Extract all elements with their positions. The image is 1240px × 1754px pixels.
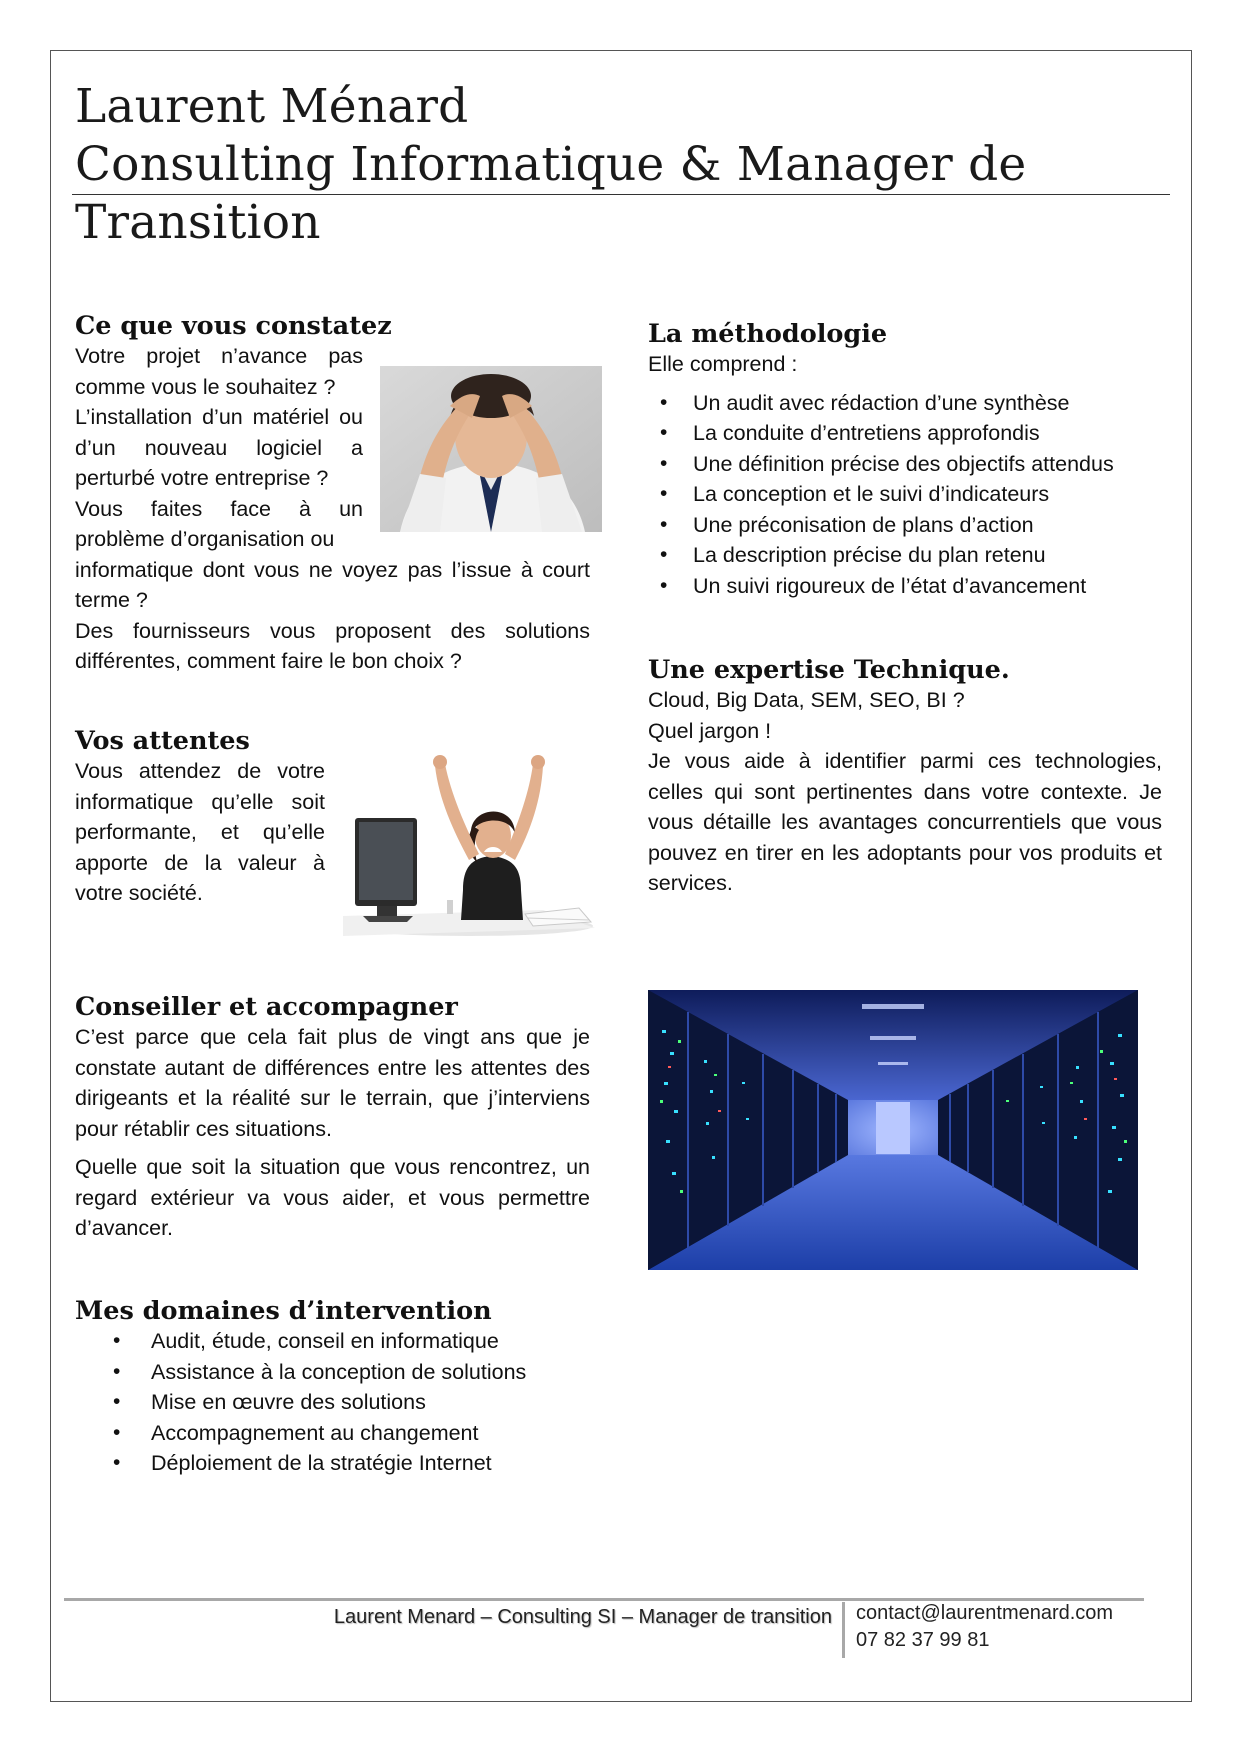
list-item: • Un suivi rigoureux de l’état d’avancement <box>648 571 1168 602</box>
expertise-line-1: Cloud, Big Data, SEM, SEO, BI ? <box>648 688 965 712</box>
heading-conseiller: Conseiller et accompagner <box>75 992 458 1022</box>
list-item: • Audit, étude, conseil en informatique <box>75 1326 590 1357</box>
stressed-man-photo <box>380 366 602 532</box>
expertise-line-2: Quel jargon ! <box>648 718 772 743</box>
list-item: • Déploiement de la stratégie Internet <box>75 1448 590 1479</box>
constatez-line: Votre projet n’avance pas comme vous le souhaitez ? <box>75 344 363 399</box>
footer-contact <box>856 1600 1113 1654</box>
section-conseiller <box>75 991 590 1244</box>
title-subtitle: Consulting Informatique & Manager de Transition <box>75 137 1027 250</box>
heading-domaines: Mes domaines d’intervention <box>75 1296 492 1326</box>
section-methodologie <box>648 318 1168 601</box>
domaines-list <box>75 1326 590 1479</box>
section-attentes <box>75 725 325 909</box>
constatez-line: Des fournisseurs vous proposent des solutions différentes, comment faire le bon choix ? <box>75 618 590 673</box>
constatez-line: L’installation d’un matériel ou d’un nouveau logiciel a perturbé votre entreprise ? <box>75 405 363 490</box>
conseiller-paragraph-1: C’est parce que cela fait plus de vingt ans que je constate autant de différences entre les attentes des dirigeants et la réalité sur le terrain, que j’interviens pour rétablir ces situations. <box>75 1025 590 1141</box>
constatez-wrapped-text <box>75 341 363 555</box>
constatez-line: informatique dont vous ne voyez pas l’issue à court terme ? <box>75 557 590 612</box>
methodologie-intro: Elle comprend : <box>648 352 798 376</box>
list-item: • La description précise du plan retenu <box>648 540 1168 571</box>
title-underline <box>72 194 1170 195</box>
happy-woman-computer-photo <box>343 750 595 936</box>
heading-attentes: Vos attentes <box>75 726 250 756</box>
list-item: • Une préconisation de plans d’action <box>648 510 1168 541</box>
expertise-paragraph: Je vous aide à identifier parmi ces technologies, celles qui sont pertinentes dans votre contexte. Je vous détaille les avantages concurrentiels que vous pouvez en tirer en les adoptants pour vos produits et services. <box>648 749 1162 895</box>
list-item: • La conception et le suivi d’indicateurs <box>648 479 1168 510</box>
attentes-text: Vous attendez de votre informatique qu’elle soit performante, et qu’elle apporte de la valeur à votre société. <box>75 759 325 905</box>
conseiller-paragraph-2: Quelle que soit la situation que vous rencontrez, un regard extérieur va vous aider, et vous permettre d’avancer. <box>75 1155 590 1240</box>
footer-separator <box>842 1602 845 1658</box>
server-room-photo <box>648 990 1138 1270</box>
constatez-full-text <box>75 555 590 677</box>
title-name: Laurent Ménard <box>75 79 469 134</box>
list-item: • Assistance à la conception de solutions <box>75 1357 590 1388</box>
list-item: • Mise en œuvre des solutions <box>75 1387 590 1418</box>
section-domaines <box>75 1295 590 1479</box>
methodologie-list <box>648 388 1168 602</box>
list-item: • Un audit avec rédaction d’une synthèse <box>648 388 1168 419</box>
list-item: • La conduite d’entretiens approfondis <box>648 418 1168 449</box>
heading-constatez: Ce que vous constatez <box>75 311 392 341</box>
footer-email[interactable]: contact@laurentmenard.com <box>856 1602 1114 1624</box>
heading-expertise: Une expertise Technique. <box>648 655 1010 685</box>
list-item: • Une définition précise des objectifs attendus <box>648 449 1168 480</box>
section-expertise <box>648 654 1162 899</box>
footer-phone[interactable]: 07 82 37 99 81 <box>856 1629 990 1651</box>
footer-title: Laurent Menard – Consulting SI – Manager de transition <box>333 1606 832 1628</box>
page-title <box>75 78 1175 252</box>
constatez-line: Vous faites face à un problème d’organisation ou <box>75 496 363 551</box>
heading-methodologie: La méthodologie <box>648 319 888 349</box>
list-item: • Accompagnement au changement <box>75 1418 590 1449</box>
